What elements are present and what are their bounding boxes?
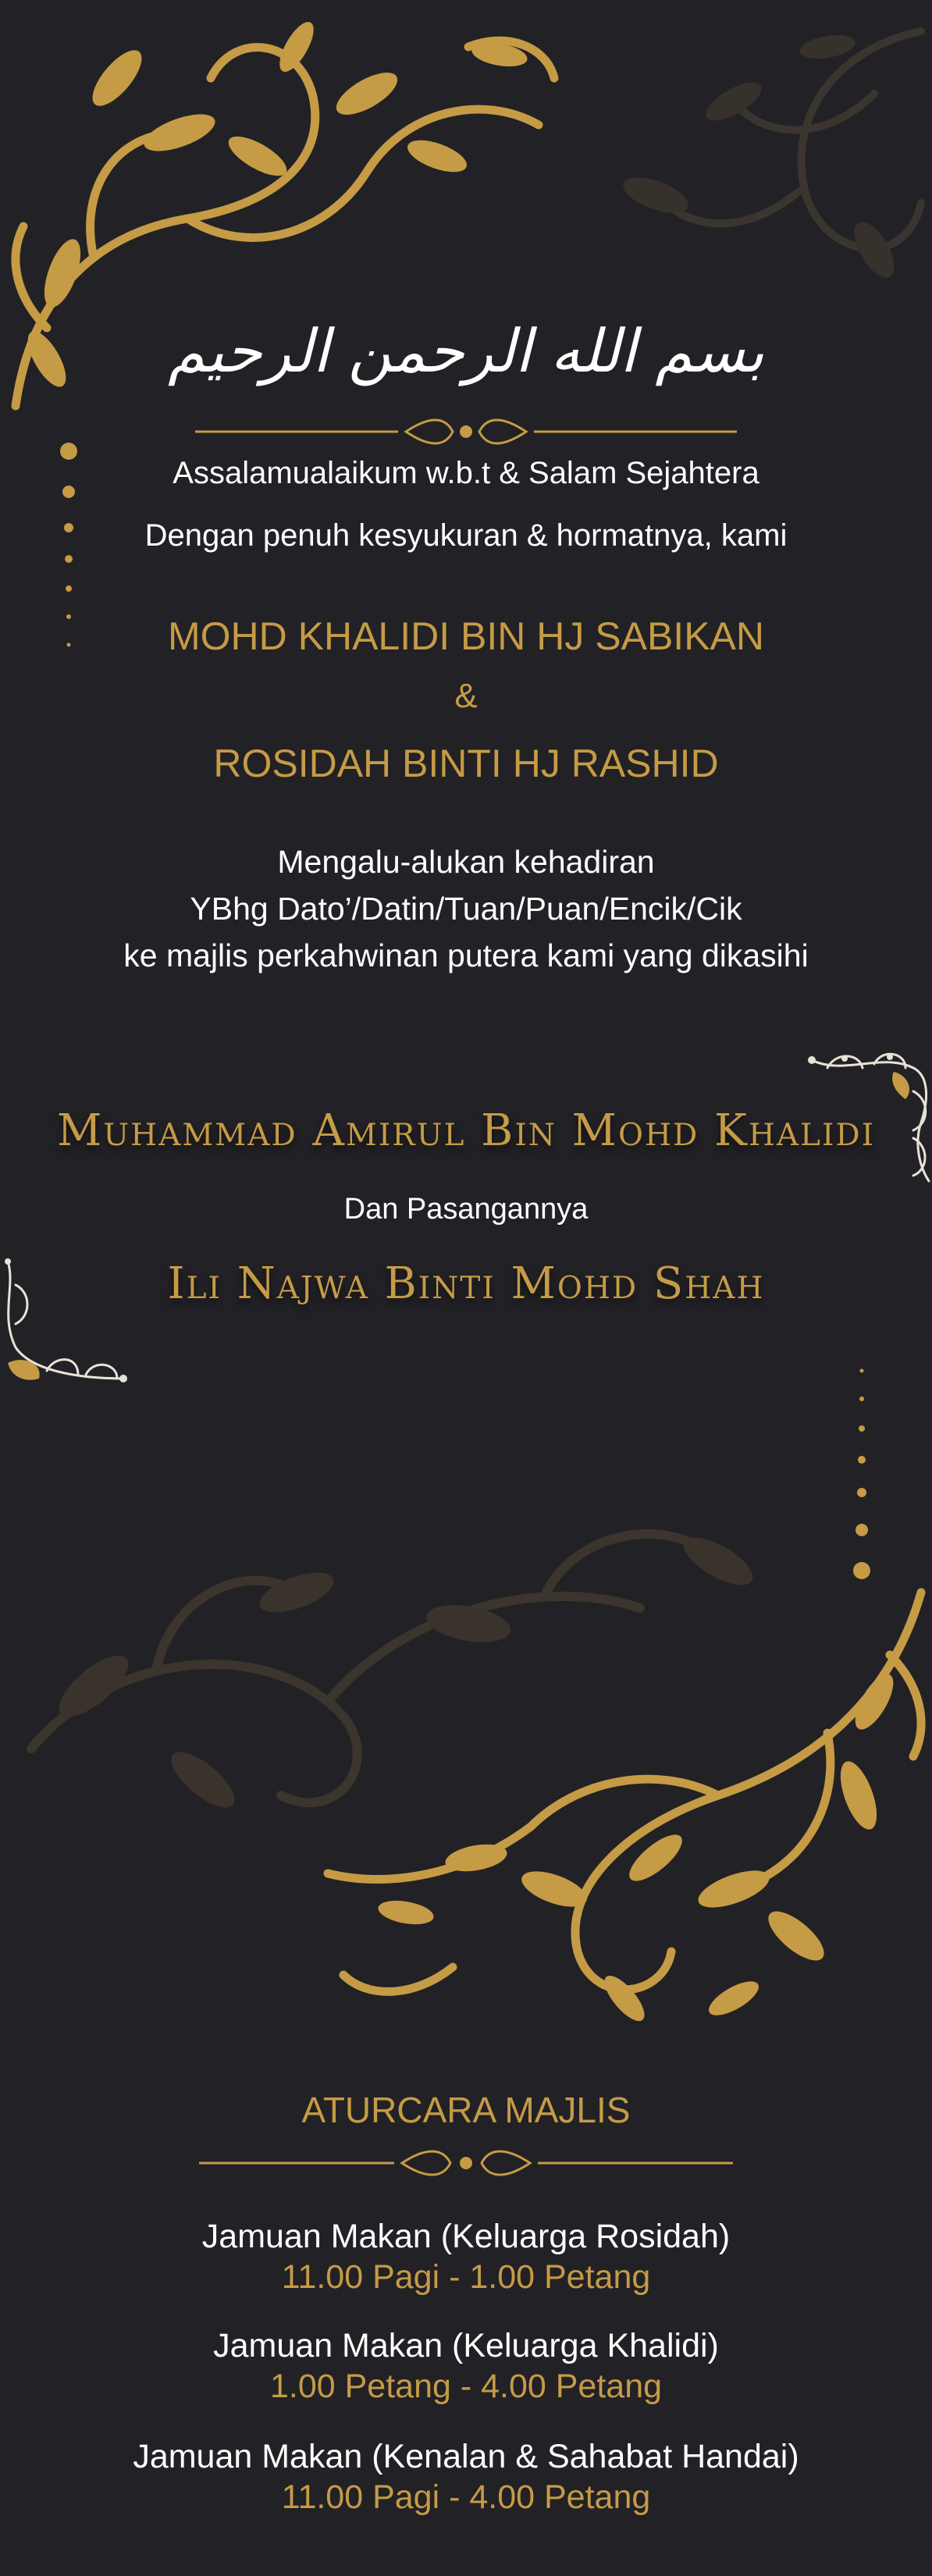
schedule-event-3: Jamuan Makan (Kenalan & Sahabat Handai) [133, 2438, 799, 2475]
arabic-calligraphy: بسم الله الرحمن الرحيم [168, 316, 764, 386]
partner-label: Dan Pasangannya [343, 1193, 589, 1226]
greeting-text: Assalamualaikum w.b.t & Salam Sejahtera [173, 456, 759, 490]
welcome-line-3: ke majlis perkahwinan putera kami yang dikasihi [123, 938, 809, 973]
bottom-right-floral-flourish-icon [297, 1561, 932, 2061]
host-ampersand: & [454, 677, 478, 715]
ornamental-divider-icon [199, 2144, 733, 2183]
intro-text: Dengan penuh kesyukuran & hormatnya, kami [144, 518, 788, 553]
welcome-line-1: Mengalu-alukan kehadiran [277, 844, 655, 880]
dot-trail-icon [851, 1366, 882, 1592]
schedule-event-2: Jamuan Makan (Keluarga Khalidi) [213, 2327, 719, 2364]
ornamental-divider-icon [195, 412, 737, 451]
host-father-name: MOHD KHALIDI BIN HJ SABIKAN [167, 614, 765, 658]
host-mother-name: ROSIDAH BINTI HJ RASHID [213, 742, 719, 785]
schedule-event-1: Jamuan Makan (Keluarga Rosidah) [201, 2218, 731, 2255]
welcome-line-2: YBhg Dato’/Datin/Tuan/Puan/Encik/Cik [190, 891, 742, 927]
schedule-time-2: 1.00 Petang - 4.00 Petang [269, 2368, 663, 2405]
groom-name: Muhammad Amirul Bin Mohd Khalidi [56, 1105, 876, 1156]
bride-name: Ili Najwa Binti Mohd Shah [167, 1258, 765, 1309]
corner-filigree-icon [0, 1254, 130, 1394]
schedule-title: ATURCARA MAJLIS [301, 2090, 631, 2130]
schedule-time-1: 11.00 Pagi - 1.00 Petang [281, 2258, 651, 2296]
schedule-time-3: 11.00 Pagi - 4.00 Petang [281, 2478, 651, 2516]
